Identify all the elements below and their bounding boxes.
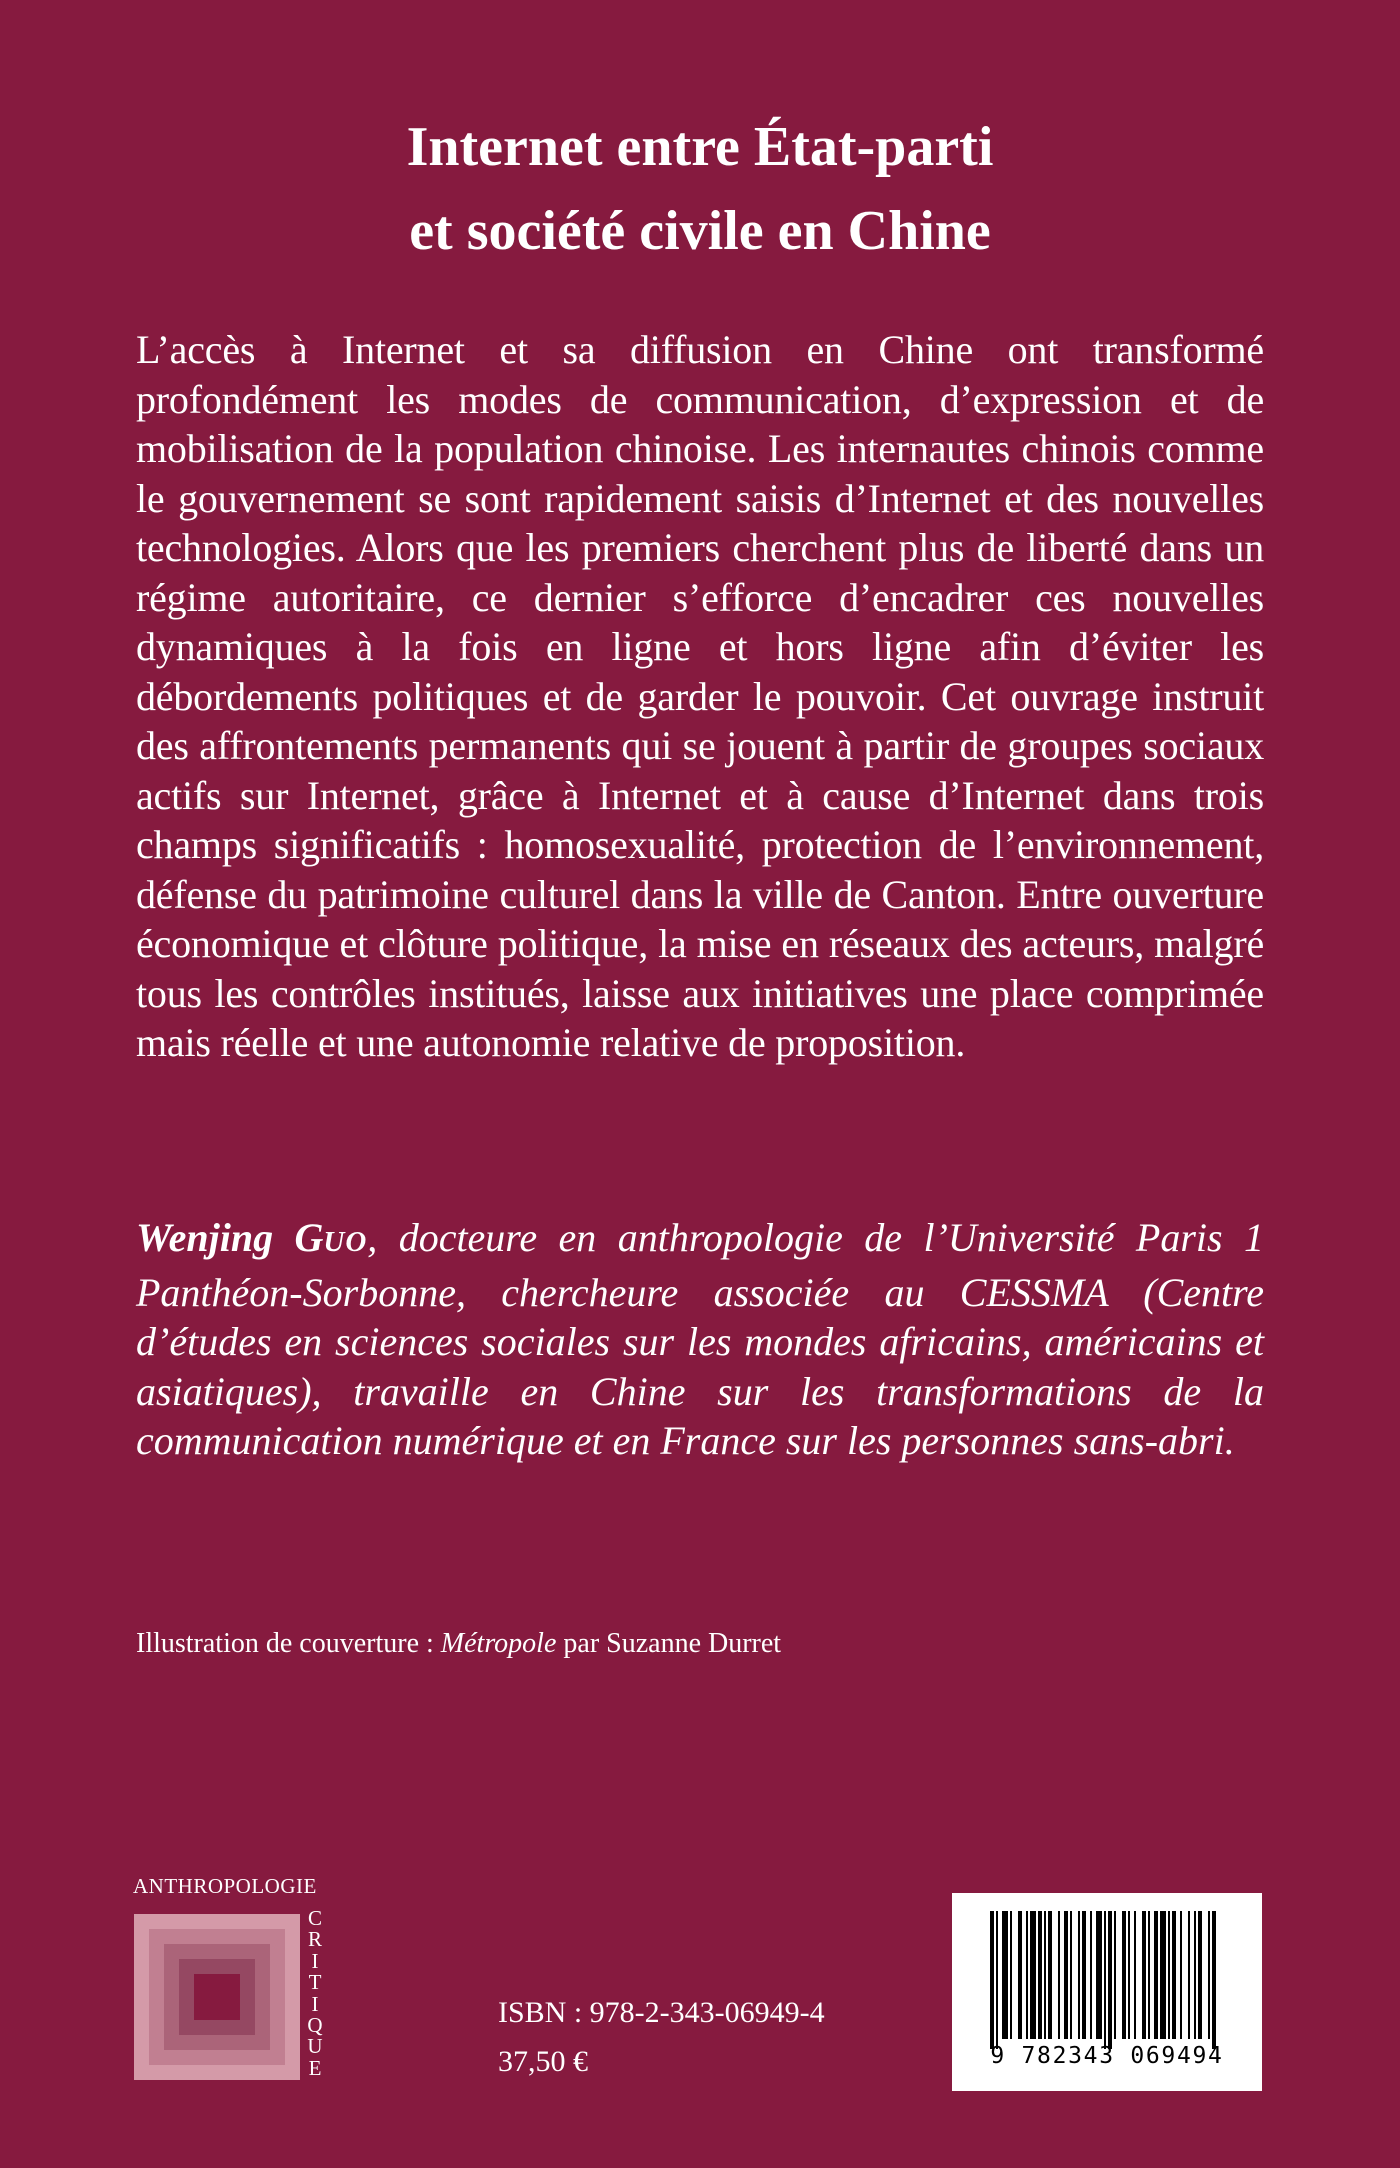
isbn-number: ISBN : 978-2-343-06949-4 [498, 1996, 825, 2029]
author-first-name: Wenjing [136, 1215, 274, 1260]
title-line-1: Internet entre État-parti [406, 116, 994, 178]
barcode-bar [1148, 1911, 1150, 2039]
barcode-bar [1026, 1911, 1028, 2039]
barcode-bar [1078, 1911, 1080, 2039]
series-vertical-word [303, 1908, 327, 2079]
vertical-letter: E [308, 2055, 322, 2080]
barcode-bar [1134, 1911, 1136, 2039]
vertical-letter: I [311, 1991, 319, 2016]
book-title [0, 105, 1400, 273]
barcode-bar [1188, 1911, 1190, 2039]
barcode-bar [1030, 1911, 1036, 2039]
barcode-bar [1128, 1911, 1130, 2039]
barcode-bar [1002, 1911, 1008, 2039]
barcode-bar [1172, 1911, 1176, 2039]
vertical-letter: R [307, 1927, 322, 1952]
barcode-bar [1070, 1911, 1072, 2039]
barcode-bar [1096, 1911, 1102, 2039]
barcode-bar [1122, 1911, 1126, 2039]
credit-prefix: Illustration de couverture : [136, 1628, 441, 1659]
barcode-bar [1142, 1911, 1146, 2039]
author-last-name-rest: UO [323, 1226, 368, 1258]
book-summary: L’accès à Internet et sa diffusion en Chine ont transformé profondément les modes de communication, d’expression et de mobilisation de la population chinoise. Les internautes chinois comme le gouvernement se sont rapidement saisis d’Internet et des nouvelles technologies. Alors que les premiers cherchent plus de liberté dans un régime autoritaire, ce dernier s’efforce d’encadrer ces nouvelles dynamiques à la fois en ligne et hors ligne afin d’éviter les débordements politiques et de garder le pouvoir. Cet ouvrage instruit des affrontements permanents qui se jouent à partir de groupes sociaux actifs sur Internet, grâce à Internet et à cause d’Internet dans trois champs significatifs : homosexualité, protection de l’environnement, défense du patrimoine culturel dans la ville de Canton. Entre ouverture économique et clôture politique, la mise en réseaux des acteurs, malgré tous les contrôles institués, laisse aux initiatives une place comprimée mais réelle et une autonomie relative de proposition. [136, 327, 1264, 1065]
vertical-letter: C [307, 1906, 322, 1930]
barcode-bar [1044, 1911, 1046, 2039]
vertical-letter: U [307, 2034, 323, 2059]
barcode-bar [1114, 1911, 1116, 2039]
barcode-bar [1082, 1911, 1086, 2039]
barcode-bar [990, 1911, 994, 2049]
barcode-digits: 9 782343 069494 [990, 2043, 1224, 2069]
barcode-bar [1064, 1911, 1068, 2039]
barcode-bar [1058, 1911, 1060, 2039]
barcode-bar [1160, 1911, 1166, 2039]
barcode-bar [1010, 1911, 1012, 2039]
barcode-bar [1180, 1911, 1182, 2039]
barcode-bar [996, 1911, 998, 2049]
barcode-bar [1018, 1911, 1022, 2039]
cover-illustration-credit [136, 1624, 1136, 1664]
series-logo-icon [134, 1914, 300, 2080]
title-line-2: et société civile en Chine [409, 200, 991, 262]
barcode-bar [1208, 1911, 1210, 2039]
credit-artwork-title: Métropole [440, 1628, 557, 1659]
barcode [952, 1893, 1262, 2091]
vertical-letter: Q [307, 2013, 323, 2038]
barcode-bar [1038, 1911, 1042, 2039]
author-bio [136, 1213, 1264, 1466]
barcode-bar [1108, 1911, 1112, 2049]
logo-square-inner [194, 1974, 240, 2020]
barcode-bar [1090, 1911, 1092, 2039]
author-bio-text: , docteure en anthropologie de l’Université Paris 1 Panthéon-Sorbonne, chercheure associée au CESSMA (Centre d’études en sciences sociales sur les mondes africains, américains et asiatiques), travaille en Chine sur les transformations de la communication numérique et en France sur les personnes sans-abri. [136, 1215, 1265, 1463]
barcode-bar [1104, 1911, 1106, 2049]
vertical-letter: I [311, 1948, 319, 1973]
barcode-bar [1048, 1911, 1052, 2039]
barcode-bar [1154, 1911, 1158, 2039]
vertical-letter: T [308, 1970, 322, 1995]
credit-suffix: par Suzanne Durret [556, 1628, 782, 1659]
barcode-bar [1168, 1911, 1170, 2039]
barcode-bar [1212, 1911, 1216, 2049]
series-label: ANTHROPOLOGIE [133, 1874, 317, 1898]
author-last-name-initial: G [294, 1215, 324, 1260]
barcode-bar [1194, 1911, 1196, 2039]
book-price: 37,50 € [498, 2045, 588, 2078]
barcode-bar [1198, 1911, 1202, 2039]
